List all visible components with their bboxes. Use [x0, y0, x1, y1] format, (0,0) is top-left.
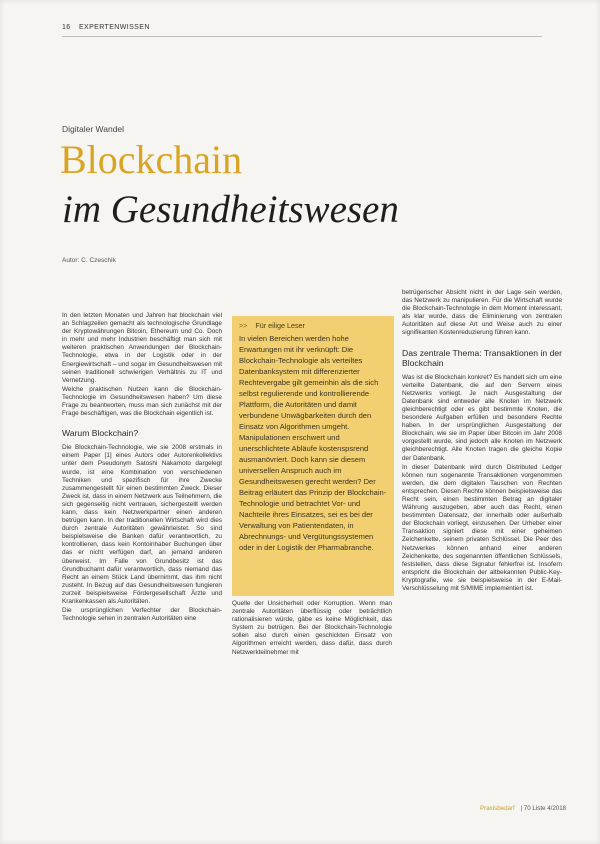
- summary-tag-label: Für eilige Leser: [255, 321, 305, 330]
- section-label: EXPERTENWISSEN: [78, 24, 150, 31]
- paragraph: Die ursprünglichen Verfechter der Blockchain-Technologie sehen in zentralen Autoritäten eine: [62, 607, 222, 623]
- article-title-line2: im Gesundheitswesen: [62, 188, 399, 231]
- issue-label: | 70 Liste 4/2018: [520, 805, 567, 812]
- section-heading: Warum Blockchain?: [62, 428, 139, 439]
- footer: [480, 805, 566, 812]
- paragraph: In dieser Datenbank wird durch Distributed Ledger können nun sogenannte Transaktionen vorgenommen werden, die dem digitalen Tauschen von Rechten entsprechen. Diesen Rechte können beispielsweise das Recht sein, einen bestimmten Betrag an digitaler Währung auszugeben, aber auch das Recht, einen bestimmten Datensatz, der innerhalb oder außerhalb der Blockchain vorliegt, einzusehen. Der Urheber einer Transaktion signiert diese mit einer geheimen Zeichenkette, seinem privaten Schlüssel. Die Peer des Netzwerkes können anhand einer anderen Zeichenkette, des sogenannten öffentlichen Schlüssels, feststellen, dass diese Signatur fehlerfrei ist. Insofern entspricht die Blockchain der altbekannten Public-Key-Kryptografie, wie sie beispielsweise in der E-Mail-Verschlüsselung mit S/MIME implementiert ist.: [402, 463, 562, 592]
- double-chevron-icon: >>: [239, 321, 248, 330]
- column-right: [402, 289, 562, 594]
- paragraph: Was ist die Blockchain konkret? Es handelt sich um eine verteilte Datenbank, die auf den Servern eines Netzwerks vorliegt. Je nach Ausgestaltung der Datenbank sind entweder alle Knoten im Netzwerk gleichberechtigt oder es gibt bestimmte Knoten, die besondere Aufgaben erfüllen und besondere Rechte haben. In der ursprünglichen Ausgestaltung der Blockchain, wie sie im Paper über Bitcoin im Jahr 2008 vorgestellt wurde, sind jedoch alle Knoten im Netzwerk gleichberechtigt. Alle Knoten tragen die gleiche Kopie der Datenbank.: [402, 373, 562, 462]
- column-middle-bottom: [232, 600, 392, 658]
- paragraph: Quelle der Unsicherheit oder Korruption. Wenn man zentrale Autoritäten überflüssig oder beträchtlich rationalisieren würde, gäbe es keine Möglichkeit, das System zu betrügen. Bei der Blockchain-Technologie sollen also durch einen geschickten Einsatz von Algorithmen erreicht werden, dass dafür, dass durch Netzwerkteilnehmer mit: [232, 600, 392, 656]
- running-header: [62, 24, 542, 36]
- paragraph: Welche praktischen Nutzen kann die Blockchain-Technologie im Gesundheitswesen haben? Um diese Frage zu beantworten, muss man sich zunächst mit der Frage beschäftigen, was die Blockchain eigentlich ist.: [62, 385, 222, 418]
- paragraph: betrügerischer Absicht nicht in der Lage sein werden, das Netzwerk zu manipulieren. Für die Wirtschaft wurde die Blockchain-Technologie in dem Moment interessant, als klar wurde, dass die Eliminierung von zentralen Autoritäten auf diese Art und Weise auch zu einer signifikanten Kostenreduzierung führen kann.: [402, 289, 562, 337]
- column-left: [62, 312, 222, 624]
- summary-box: [232, 316, 394, 596]
- author-line: Autor: C. Czeschik: [62, 257, 116, 264]
- article-title-line1: Blockchain: [60, 137, 243, 182]
- kicker: Digitaler Wandel: [62, 124, 125, 134]
- publication-name: Praxisbedarf: [480, 805, 515, 812]
- summary-text: In vielen Bereichen werden hohe Erwartungen mit ihr verknüpft: Die Blockchain-Technologie als verteiltes Datenbanksystem mit differenzierter Rechtevergabe gilt gemeinhin als die sich selbst regulierende und kontrollierende Plattform, die Autoritäten und damit verbundene Unwägbarkeiten durch den Einsatz von Algorithmen umgeht. Manipulationen erschwert und unerschlichtete Abläufe kostenspsrend ausmanövriert. Doch kann sie diesem universellen Anspruch auch im Gesundheitswesen gerecht werden? Der Beitrag erläutert das Prinzip der Blockchain-Technologie und betrachtet Vor- und Nachteile ihres Einsatzes, sei es bei der Verwaltung von Patientendaten, in Abrechnungs- und Vergütungssystemen oder in der Logistik der Pharmabranche.: [239, 334, 387, 552]
- paragraph: Die Blockchain-Technologie, wie sie 2008 erstmals in einem Paper [1] eines Autors oder Autorenkollektivs unter dem Pseudonym Satoshi Nakamoto dargelegt wurde, ist eine Kombination von verschiedenen Techniken und spezifisch für ihre Zwecke zusammengestellt für einen bestimmten Zweck. Dieser Zweck ist, dass in einem Netzwerk aus Teilnehmern, die sich gegenseitig nicht vertrauen, sichergestellt werden kann, dass kein Netzwerkpartner einen anderen betrügen kann. In der traditionellen Wirtschaft wird dies durch zentrale Autoritäten gewährleistet. So sind beispielsweise die Banken dafür verantwortlich, zu kontrollieren, dass kein Kontoinhaber Buchungen über das er nicht verfügen darf, an jemand anderen überweist. Im Falle von Grundbesitz ist das Grundbuchamt dafür verantwortlich, dass niemand das Recht an einem Stück Land übernimmt, das ihm nicht zusteht. In Bezug auf das Gesundheitswesen fungieren zurzeit beispielsweise Fördergesellschaft Ärzte und Krankenkassen als Autoritäten.: [62, 444, 222, 605]
- summary-tag: [239, 321, 389, 330]
- paragraph: In den letzten Monaten und Jahren hat blockchain viel an Schlagzeilen gemacht als technologische Grundlage der Kryptowährungen Bitcoin, Ethereum und Co. Doch in mehr und mehr Industrien beschäftigt man sich mit weiteren praktischen Anwendungen der Blockchain-Technologie, etwa in der Logistik oder in der Energiewirtschaft – und sogar im Gesundheitswesen mit seinen traditionell schwierigen Verhältnis zu IT und Vernetzung.: [62, 312, 222, 384]
- header-rule: [62, 36, 542, 37]
- section-heading: Das zentrale Thema: Transaktionen in der Blockchain: [402, 347, 562, 368]
- page-number: 16: [62, 24, 71, 31]
